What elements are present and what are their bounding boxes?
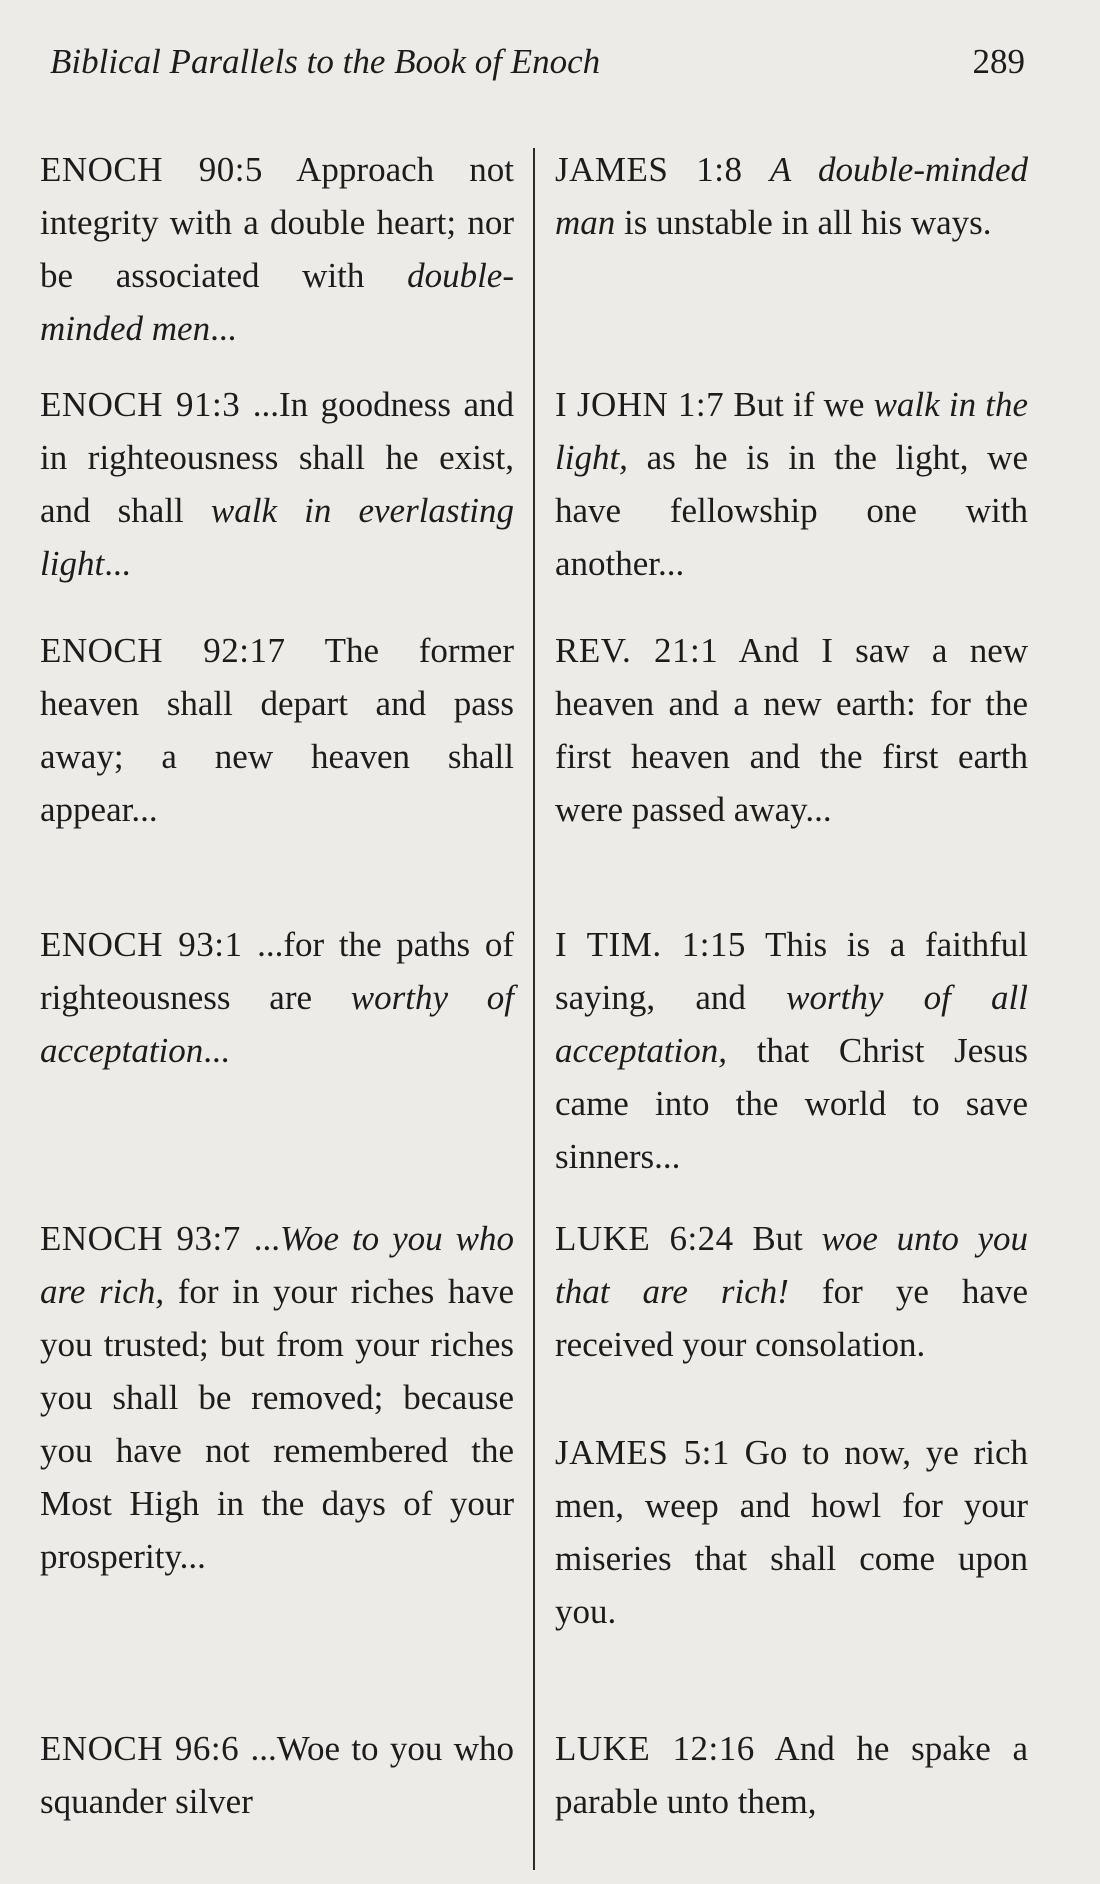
verse-text: for in your riches have you trusted; but from your riches you shall be removed; because you have not remembered the Most High in the days of your prosperity...: [40, 1272, 514, 1576]
enoch-entry: [40, 1212, 514, 1583]
enoch-entry: [40, 624, 514, 836]
verse-reference: JAMES 1:8: [555, 150, 743, 189]
verse-text: And I saw a new heaven and a new earth: for the first heaven and the first earth were passed away...: [555, 631, 1029, 829]
verse-text: that Christ Jesus came into the world to save sinners...: [555, 1031, 1028, 1176]
enoch-entry: [40, 378, 514, 590]
page-number: 289: [972, 42, 1025, 81]
verse-text: [743, 150, 770, 189]
verse-text: for ye have received your consolation.: [555, 1272, 1028, 1364]
verse-text: The former heaven shall depart and pass away; a new heaven shall appear...: [40, 631, 514, 829]
verse-emphasis: A double-minded man: [555, 150, 1029, 242]
verse-text: And he spake a parable unto them,: [555, 1729, 1028, 1821]
verse-reference: ENOCH 91:3: [40, 385, 241, 424]
bible-entry: [555, 1426, 1028, 1638]
bible-entry: [555, 1722, 1028, 1828]
running-header: [50, 42, 1025, 92]
verse-reference: LUKE 12:16: [555, 1729, 755, 1768]
verse-text: But: [733, 1219, 822, 1258]
verse-text: But if we: [724, 385, 874, 424]
verse-emphasis: woe unto you that are rich!: [555, 1219, 1028, 1311]
bible-entry: [555, 918, 1028, 1183]
enoch-entry: [40, 918, 514, 1077]
bible-entry: [555, 1212, 1028, 1371]
enoch-entry: [40, 143, 514, 355]
verse-reference: ENOCH 92:17: [40, 631, 286, 670]
verse-text: ...In goodness and in righteousness shall he exist, and shall: [40, 385, 514, 530]
verse-reference: ENOCH 96:6: [40, 1729, 240, 1768]
verse-reference: ENOCH 93:7: [40, 1219, 241, 1258]
verse-reference: I JOHN 1:7: [555, 385, 725, 424]
verse-text: This is a faithful saying, and: [555, 925, 1028, 1017]
running-title: Biblical Parallels to the Book of Enoch: [50, 42, 601, 81]
verse-text: Go to now, ye rich men, weep and howl for your miseries that shall come upon you.: [555, 1433, 1028, 1631]
verse-reference: REV. 21:1: [555, 631, 719, 670]
verse-text: ...for the paths of righteousness are: [40, 925, 514, 1017]
enoch-entry: [40, 1722, 514, 1828]
verse-emphasis: walk in the light,: [555, 385, 1028, 477]
verse-text: ...: [210, 309, 237, 348]
verse-text: ...: [240, 1219, 280, 1258]
verse-emphasis: walk in everlasting light: [40, 491, 514, 583]
verse-emphasis: Woe to you who are rich,: [40, 1219, 515, 1311]
verse-emphasis: worthy of all acceptation,: [555, 978, 1028, 1070]
verse-reference: ENOCH 93:1: [40, 925, 243, 964]
verse-text: Approach not integrity with a double heart; nor be associated with: [40, 150, 514, 295]
verse-text: as he is in the light, we have fellowship one with another...: [555, 438, 1028, 583]
verse-reference: LUKE 6:24: [555, 1219, 734, 1258]
verse-text: ...: [203, 1031, 230, 1070]
verse-emphasis: worthy of acceptation: [40, 978, 514, 1070]
verse-reference: I TIM. 1:15: [555, 925, 746, 964]
verse-text: is unstable in all his ways.: [615, 203, 992, 242]
verse-emphasis: double-minded men: [40, 256, 514, 348]
verse-text: ...Woe to you who squander silver: [40, 1729, 514, 1821]
bible-entry: [555, 624, 1028, 836]
verse-reference: ENOCH 90:5: [40, 150, 263, 189]
verse-reference: JAMES 5:1: [555, 1433, 730, 1472]
bible-entry: [555, 378, 1028, 590]
column-divider: [533, 148, 535, 1870]
bible-entry: [555, 143, 1028, 249]
verse-text: ...: [104, 544, 131, 583]
